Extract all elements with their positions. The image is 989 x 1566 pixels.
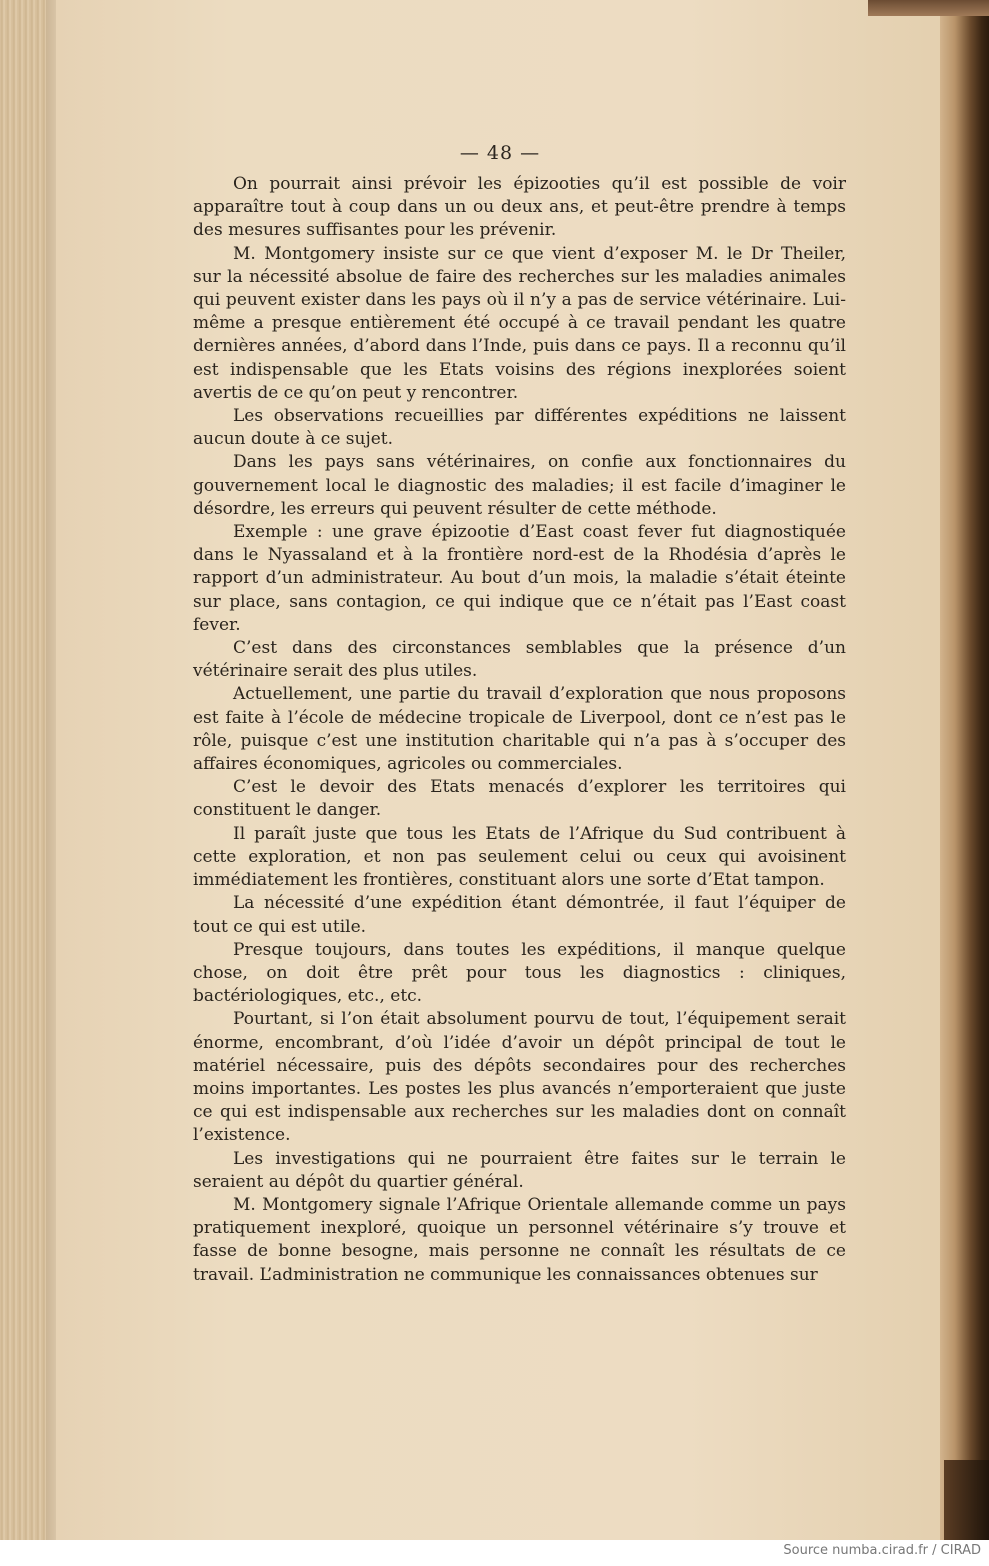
paragraph: On pourrait ainsi prévoir les épizooties qu’il est possible de voir apparaître tout à coup dans un ou deux ans, et peut-être prendre à temps des mesures suffisantes pour les prévenir. <box>193 174 846 241</box>
paragraph: Dans les pays sans vétérinaires, on confie aux fonctionnaires du gouvernement local le diagnostic des maladies; il est facile d’imaginer le désordre, les erreurs qui peuvent résulter de cette méthode. <box>193 452 846 519</box>
book-right-edge <box>940 0 989 1540</box>
binding-bottom-corner <box>944 1460 989 1540</box>
paragraph: Les investigations qui ne pourraient être faites sur le terrain le seraient au dépôt du quartier général. <box>193 1148 846 1192</box>
page-number: — 48 — <box>459 142 541 164</box>
paragraph: M. Montgomery insiste sur ce que vient d’exposer M. le Dr Theiler, sur la nécessité absolue de faire des recherches sur les maladies animales qui peuvent exister dans les pays où il n’y a pas de service vétérinaire. Lui-même a presque entièrement été occupé à ce travail pendant les quatre dernières années, d’abord dans l’Inde, puis dans ce pays. Il a reconnu qu’il est indispensable que les Etats voisins des régions inexplorées soient avertis de ce qu’on peut y rencontrer. <box>193 243 846 403</box>
paragraph: C’est le devoir des Etats menacés d’explorer les territoires qui constituent le danger. <box>193 777 846 821</box>
source-credit: Source numba.cirad.fr / CIRAD <box>783 1543 981 1558</box>
paragraph: Pourtant, si l’on était absolument pourvu de tout, l’équipement serait énorme, encombrant, d’où l’idée d’avoir un dépôt principal de tout le matériel nécessaire, puis des dépôts secondaires pour des recherches moins importantes. Les postes les plus avancés n’emporteraient que juste ce qui est indispensable aux recherches sur les maladies dont on connaît l’existence. <box>193 1009 846 1146</box>
body-text <box>193 173 846 1287</box>
paragraph: Actuellement, une partie du travail d’exploration que nous proposons est faite à l’école de médecine tropicale de Liverpool, dont ce n’est pas le rôle, puisque c’est une institution charitable qui n’a pas à s’occuper des affaires économiques, agricoles ou commerciales. <box>193 684 846 775</box>
paragraph: Exemple : une grave épizootie d’East coast fever fut diagnostiquée dans le Nyassaland et à la frontière nord-est de la Rhodésia d’après le rapport d’un administrateur. Au bout d’un mois, la maladie s’était éteinte sur place, sans contagion, ce qui indique que ce n’était pas l’East coast fever. <box>193 522 846 635</box>
paragraph: Il paraît juste que tous les Etats de l’Afrique du Sud contribuent à cette exploration, et non pas seulement celui ou ceux qui avoisinent immédiatement les frontières, constituant alors une sorte d’Etat tampon. <box>193 823 846 891</box>
paragraph: La nécessité d’une expédition étant démontrée, il faut l’équiper de tout ce qui est utile. <box>193 893 846 937</box>
book-left-edge <box>0 0 46 1540</box>
paragraph: M. Montgomery signale l’Afrique Orientale allemande comme un pays pratiquement inexploré, quoique un personnel vétérinaire s’y trouve et fasse de bonne besogne, mais personne ne connaît les résultats de ce travail. L’administration ne communique les connaissances obtenues sur <box>193 1194 846 1285</box>
paragraph: C’est dans des circonstances semblables que la présence d’un vétérinaire serait des plus utiles. <box>193 638 846 682</box>
paragraph: Presque toujours, dans toutes les expéditions, il manque quelque chose, on doit être prêt pour tous les diagnostics : cliniques, bactériologiques, etc., etc. <box>193 939 846 1007</box>
binding-top-corner <box>868 0 989 16</box>
paragraph: Les observations recueillies par différentes expéditions ne laissent aucun doute à ce sujet. <box>193 406 846 450</box>
